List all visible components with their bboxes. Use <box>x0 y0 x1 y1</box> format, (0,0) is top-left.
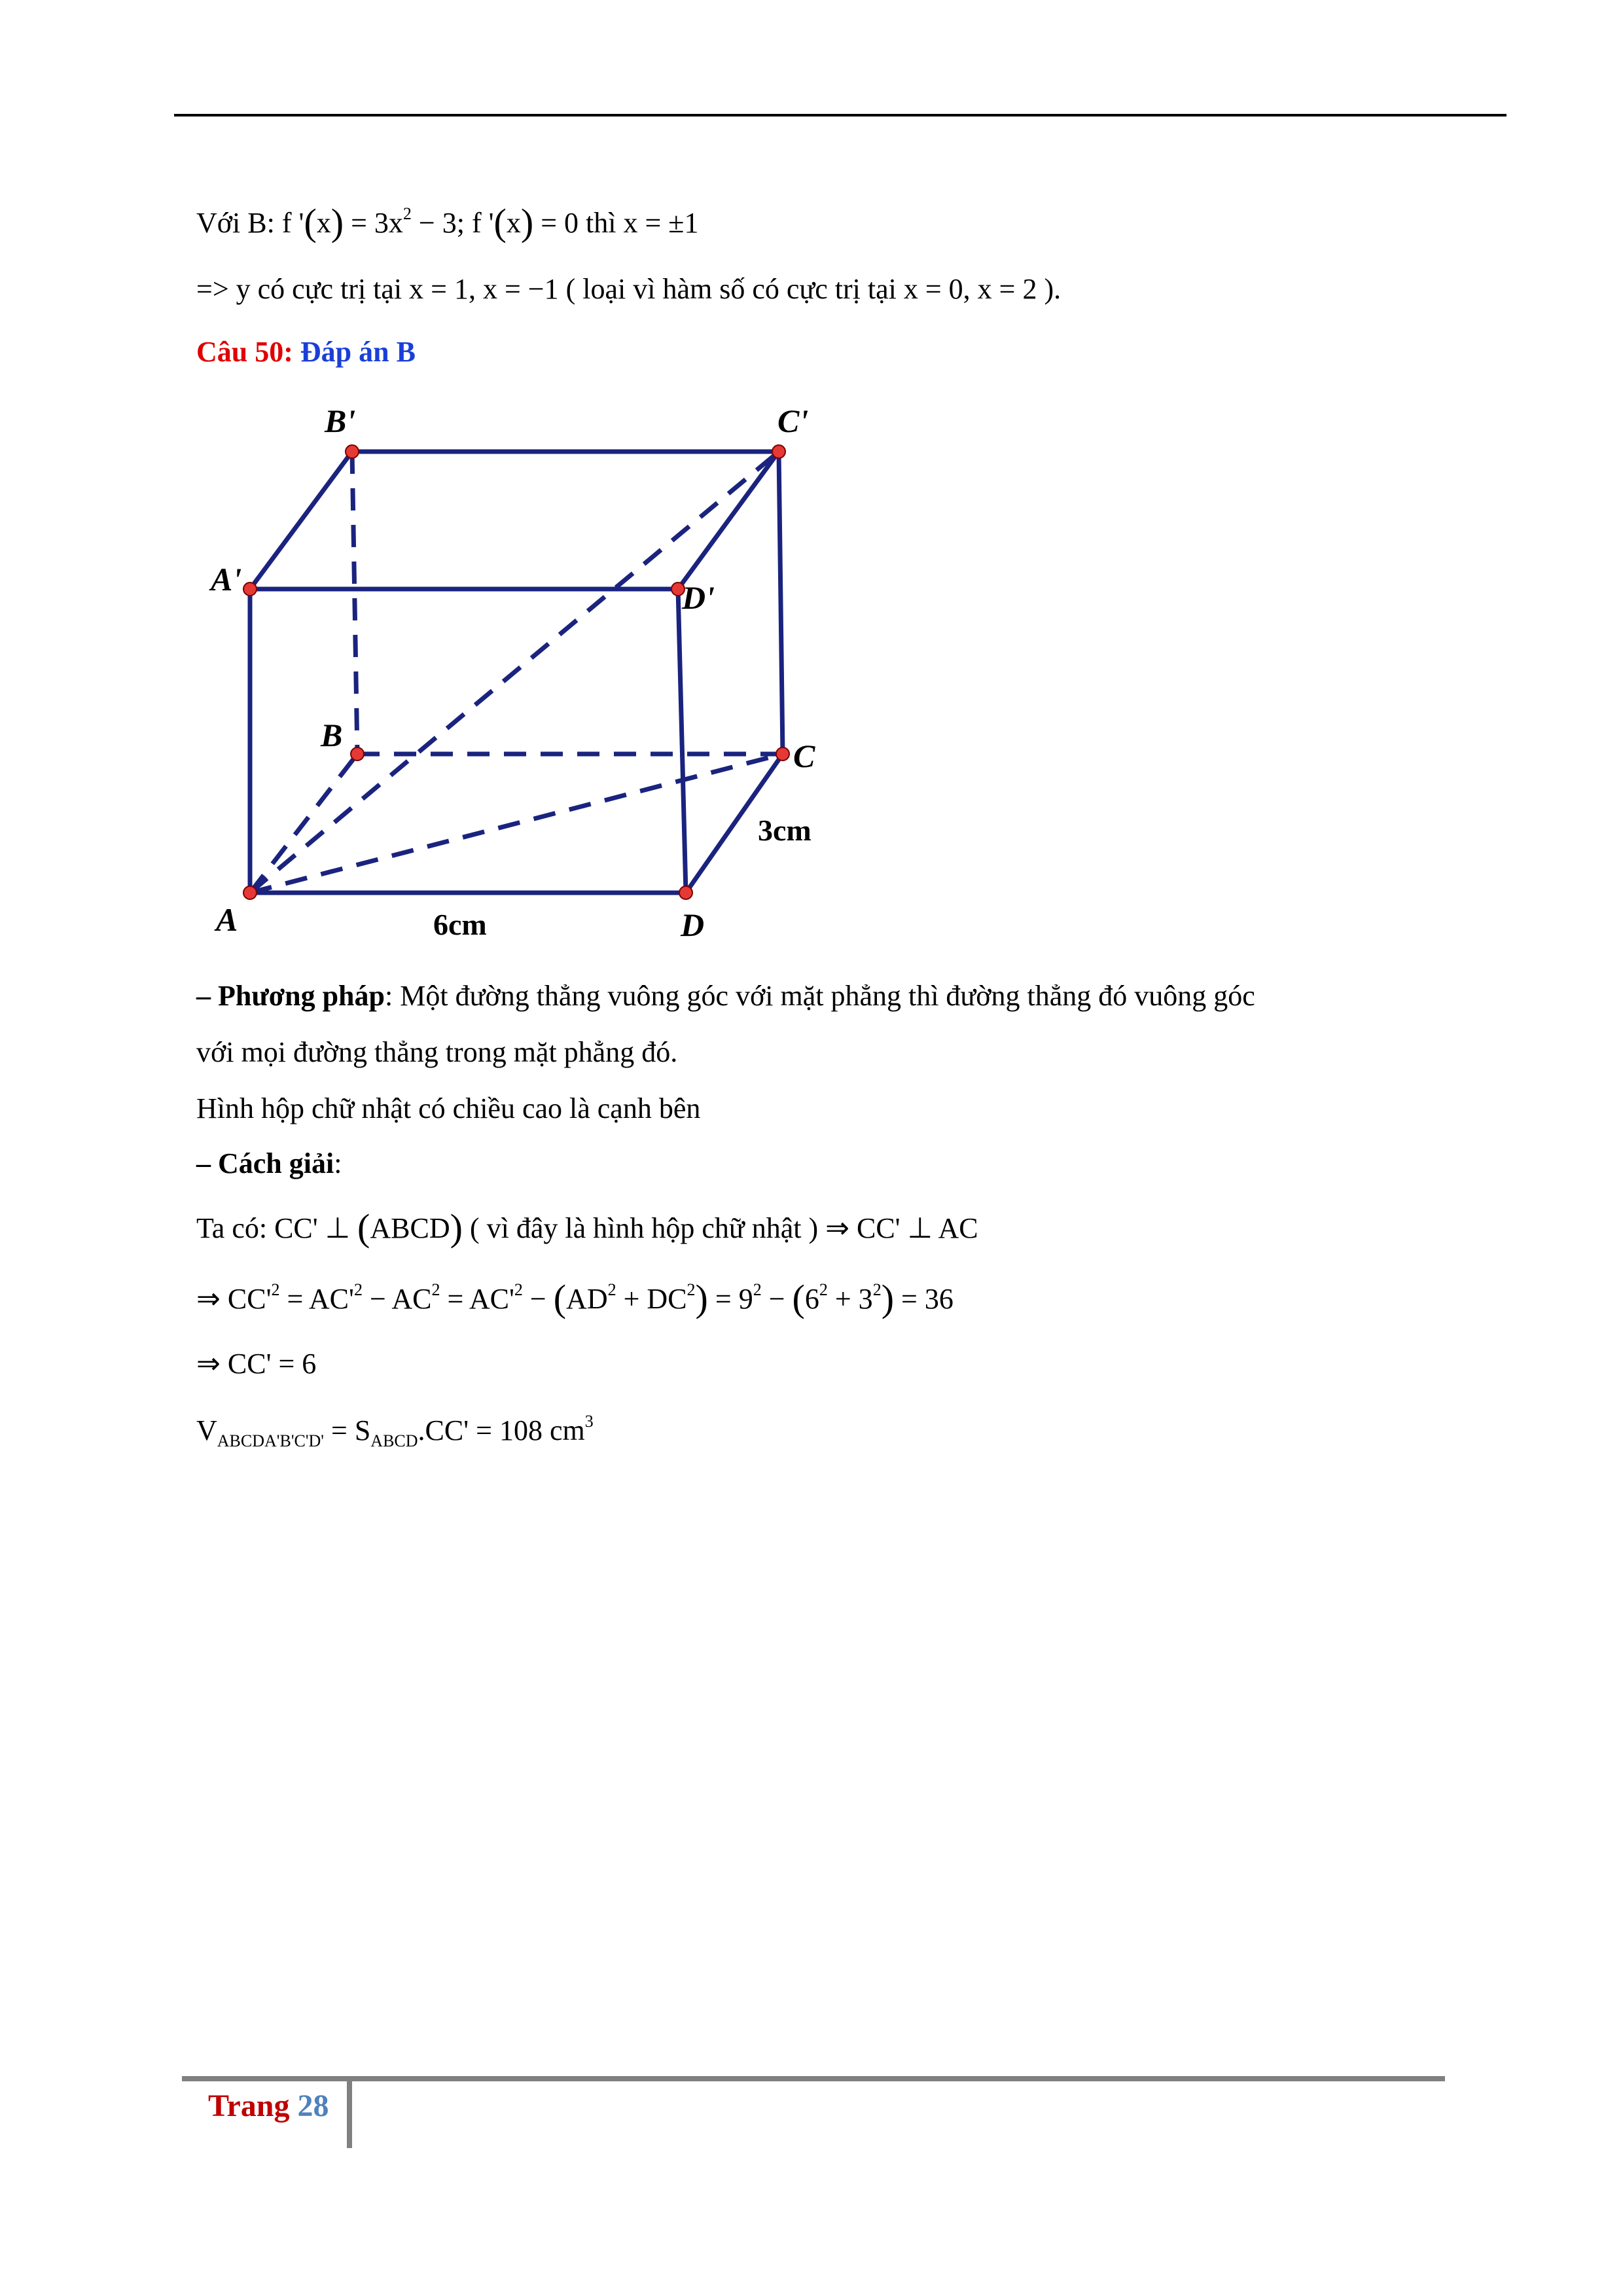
vertex-b <box>351 747 364 761</box>
vertex-a <box>243 886 257 899</box>
s2-exp: 2 <box>687 1280 696 1299</box>
s2-h: = 9 <box>707 1283 753 1315</box>
edge-d-d1 <box>678 589 686 893</box>
line1-x2: x <box>506 207 521 239</box>
diagonal-a-c1 <box>250 452 779 893</box>
line2-points: x = 1, x = −1 <box>409 273 559 305</box>
vertex-b1 <box>346 445 359 458</box>
edge-d1-c1 <box>678 452 779 589</box>
line2-points2: x = 0, x = 2 <box>903 273 1037 305</box>
paren: ( <box>304 201 317 243</box>
s2-l: = 36 <box>894 1283 954 1315</box>
edge-a-b-hidden <box>250 754 357 893</box>
dimension-ad: 6cm <box>433 908 487 941</box>
label-c1: C' <box>777 403 809 439</box>
paren: ) <box>695 1277 708 1319</box>
paren: ) <box>881 1277 895 1319</box>
method-line-1 <box>196 979 1255 1013</box>
solution-label: – Cách giải <box>196 1147 334 1179</box>
header-rule <box>174 114 1507 117</box>
s4-ssub: ABCD <box>370 1431 418 1450</box>
label-c: C <box>793 738 815 774</box>
line-derivative-b <box>196 200 698 244</box>
s2-exp: 2 <box>353 1280 363 1299</box>
method-text-2: với mọi đường thẳng trong mặt phẳng đó. <box>196 1036 678 1068</box>
s2-b: = AC' <box>279 1283 354 1315</box>
s4-exp: 3 <box>584 1412 594 1431</box>
cuboid-figure <box>196 393 890 956</box>
s2-exp: 2 <box>431 1280 440 1299</box>
paren: ( <box>553 1277 567 1319</box>
s2-f: AD <box>566 1283 608 1315</box>
method-text-3: Hình hộp chữ nhật có chiều cao là cạnh bên <box>196 1092 701 1124</box>
page-footer <box>208 2088 329 2124</box>
footer-divider <box>347 2076 352 2148</box>
paren: ( <box>493 201 507 243</box>
vertex-d <box>679 886 692 899</box>
line1-eq: = 3x <box>344 207 403 239</box>
s4-eq: = S <box>324 1414 371 1446</box>
vertex-a1 <box>243 583 257 596</box>
line1-result: x = ±1 <box>623 207 699 239</box>
line-extrema <box>196 272 1061 306</box>
edge-a1-b1 <box>250 452 352 589</box>
line1-exponent: 2 <box>402 204 412 223</box>
line1-then: thì <box>579 207 624 239</box>
dimension-dc: 3cm <box>758 814 812 847</box>
line1-eq2: = 0 <box>533 207 579 239</box>
solution-line-4 <box>196 1412 594 1450</box>
line2-note: ( loại vì hàm số có cực trị tại <box>558 273 904 305</box>
s4-rest: .CC' = 108 cm <box>418 1414 585 1446</box>
page-number: 28 <box>297 2089 329 2123</box>
solution-colon: : <box>334 1147 342 1179</box>
question-number: Câu 50: <box>196 336 300 368</box>
label-a1: A' <box>211 561 242 598</box>
footer-word: Trang <box>208 2089 298 2123</box>
line2-prefix: => y có cực trị tại <box>196 273 410 305</box>
label-b: B <box>321 717 343 753</box>
solution-l1-post: ( vì đây là hình hộp chữ nhật ) ⇒ CC' ⊥ AC <box>462 1212 978 1244</box>
label-d: D <box>681 906 705 943</box>
edge-c-c1 <box>779 452 783 754</box>
solution-line-2 <box>196 1276 954 1320</box>
s2-exp: 2 <box>872 1280 882 1299</box>
method-text-1: Một đường thẳng vuông góc với mặt phẳng thì đường thẳng đó vuông góc <box>400 980 1255 1012</box>
label-b1: B' <box>325 403 356 439</box>
paren: ( <box>792 1277 805 1319</box>
label-d1: D' <box>682 579 715 616</box>
s2-exp: 2 <box>514 1280 523 1299</box>
vertex-c1 <box>772 445 785 458</box>
s2-exp: 2 <box>607 1280 616 1299</box>
s2-a: ⇒ CC' <box>196 1283 272 1315</box>
method-line-3 <box>196 1092 700 1125</box>
paren: ) <box>520 201 534 243</box>
s2-k: + 3 <box>827 1283 873 1315</box>
solution-l1-plane: ABCD <box>370 1212 450 1244</box>
solution-line-3 <box>196 1347 316 1380</box>
paren: ( <box>357 1206 370 1249</box>
solution-line-1 <box>196 1206 978 1249</box>
s2-j: 6 <box>804 1283 819 1315</box>
line1-fprime: f ' <box>281 207 304 239</box>
paren: ) <box>450 1206 463 1249</box>
paren: ) <box>330 201 344 243</box>
method-colon: : <box>385 980 401 1012</box>
method-label: – Phương pháp <box>196 980 385 1012</box>
line1-rest: − 3; f ' <box>411 207 494 239</box>
s2-d: = AC' <box>440 1283 514 1315</box>
line1-prefix: Với B: <box>196 207 282 239</box>
method-line-2 <box>196 1035 677 1069</box>
vertex-c <box>776 747 789 761</box>
line2-end: ). <box>1037 273 1061 305</box>
s2-c: − AC <box>362 1283 432 1315</box>
question-answer: Đáp án B <box>300 336 416 368</box>
s2-exp: 2 <box>271 1280 280 1299</box>
s2-e: − <box>522 1283 554 1315</box>
footer-rule <box>182 2076 1445 2081</box>
solution-heading <box>196 1147 342 1180</box>
s4-v: V <box>196 1414 217 1446</box>
solution-l1-pre: Ta có: CC' ⊥ <box>196 1212 358 1244</box>
s2-exp: 2 <box>753 1280 762 1299</box>
edge-b-b1-hidden <box>352 452 357 754</box>
s4-vsub: ABCDA'B'C'D' <box>217 1431 324 1450</box>
line1-x: x <box>316 207 331 239</box>
label-a: A <box>216 901 238 938</box>
s2-g: + DC <box>616 1283 687 1315</box>
solution-l3: ⇒ CC' = 6 <box>196 1348 317 1380</box>
s2-exp: 2 <box>819 1280 828 1299</box>
s2-i: − <box>761 1283 793 1315</box>
question-heading <box>196 335 416 368</box>
